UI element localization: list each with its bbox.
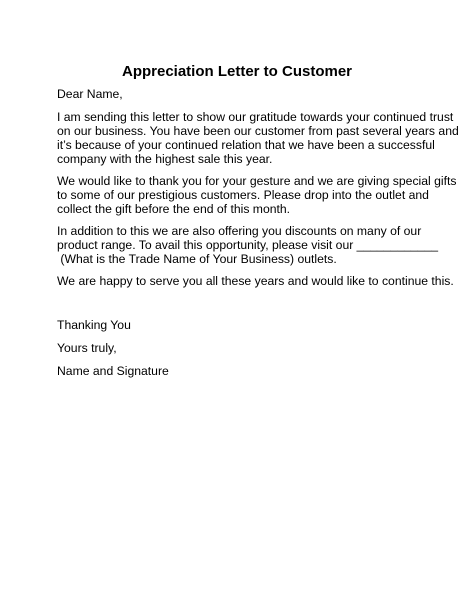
paragraph-1-line-3: it’s because of your continued relation that we have been a successful — [57, 138, 435, 152]
signature-line: Name and Signature — [57, 364, 169, 378]
paragraph-2-line-3: collect the gift before the end of this month. — [57, 202, 291, 216]
paragraph-1-line-2: on our business. You have been our customer from past several years and — [57, 124, 459, 138]
closing-thanking-you: Thanking You — [57, 318, 131, 332]
letter-title: Appreciation Letter to Customer — [121, 63, 353, 80]
paragraph-3-line-3: (What is the Trade Name of Your Business) outlets. — [57, 252, 337, 266]
paragraph-4: We are happy to serve you all these years and would like to continue this. — [57, 274, 454, 288]
paragraph-1-line-4: company with the highest sale this year. — [57, 152, 273, 166]
paragraph-3-line-1: In addition to this we are also offering you discounts on many of our — [57, 224, 422, 238]
salutation: Dear Name, — [57, 87, 123, 101]
paragraph-2-line-1: We would like to thank you for your gesture and we are giving special gifts — [57, 174, 457, 188]
paragraph-1-line-1: I am sending this letter to show our gratitude towards your continued trust — [57, 110, 454, 124]
paragraph-3-line-2: product range. To avail this opportunity, please visit our ____________ — [57, 238, 438, 252]
paragraph-2-line-2: to some of our prestigious customers. Please drop into the outlet and — [57, 188, 429, 202]
closing-yours-truly: Yours truly, — [57, 341, 117, 355]
